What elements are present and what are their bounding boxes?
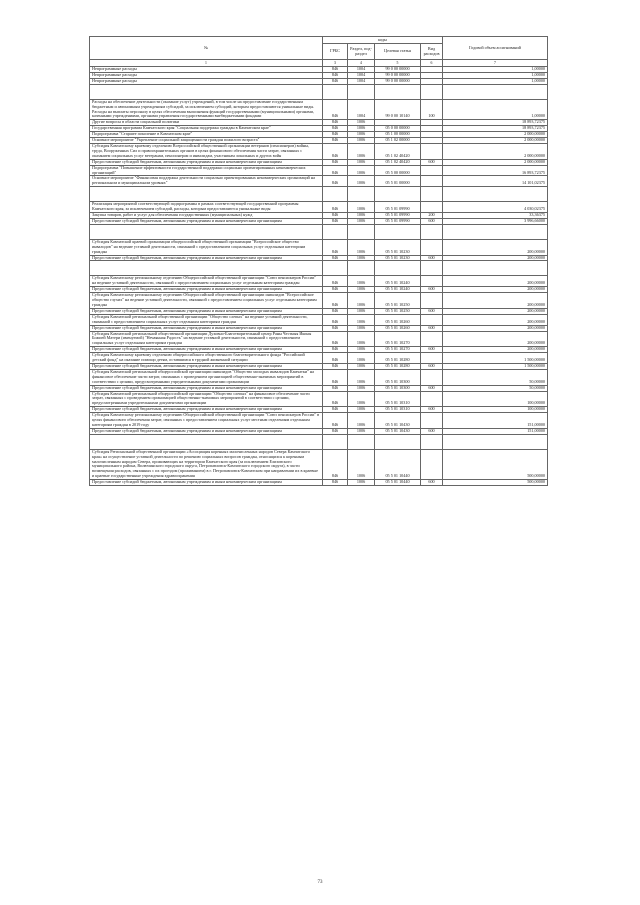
row-amount-cell: 200,00000 <box>443 276 548 287</box>
table-row <box>90 449 548 479</box>
row-section-cell: 1006 <box>348 314 375 325</box>
row-target-article-cell: 05 5 01 10250 <box>375 308 421 314</box>
row-section-cell: 1006 <box>348 413 375 429</box>
empty-cell <box>348 224 375 239</box>
header-csr: Целевая статья <box>375 44 421 60</box>
row-amount-cell: 3 996,66000 <box>443 218 548 224</box>
col-number: 6 <box>421 60 443 67</box>
row-name-cell: Подпрограмма "Повышение эффективности государственной поддержки социально ориентированных некоммерческих организаций" <box>90 165 323 176</box>
row-expense-type-cell <box>421 202 443 213</box>
empty-cell <box>421 434 443 449</box>
row-grbs-cell: 846 <box>323 72 348 78</box>
row-expense-type-cell: 600 <box>421 255 443 261</box>
row-name-cell: Реализация мероприятий соответствующей подпрограммы в рамках соответствующей государственной программы Камчатского края, за исключением субсидий, расходы, которым предоставляются уникальные виды <box>90 202 323 213</box>
row-amount-cell: 200,00000 <box>443 287 548 293</box>
empty-cell <box>443 84 548 99</box>
row-target-article-cell: 05 1 02 00000 <box>375 138 421 144</box>
row-section-cell: 1006 <box>348 287 375 293</box>
row-target-article-cell: 05 5 01 09990 <box>375 202 421 213</box>
header-rzpr: Раздел, под-раздел <box>348 44 375 60</box>
row-grbs-cell: 846 <box>323 347 348 353</box>
row-expense-type-cell: 600 <box>421 159 443 165</box>
row-expense-type-cell: 600 <box>421 325 443 331</box>
empty-cell <box>375 434 421 449</box>
row-target-article-cell: 05 5 01 10310 <box>375 407 421 413</box>
row-target-article-cell: 05 5 01 10230 <box>375 255 421 261</box>
row-target-article-cell: 05 5 01 10440 <box>375 480 421 486</box>
row-name-cell: Субсидия Камчатской краевой организации общероссийской общественной организации "Всероссийское общество инвалидов" на ведение уставной деятельности, связанной с предоставлением социальных услуг отдельным категориям граждан <box>90 239 323 255</box>
col-number: 7 <box>443 60 548 67</box>
row-expense-type-cell <box>421 413 443 429</box>
row-expense-type-cell: 600 <box>421 480 443 486</box>
row-amount-cell: 1,00000 <box>443 72 548 78</box>
table-row <box>90 202 548 213</box>
empty-cell <box>443 224 548 239</box>
row-amount-cell: 50,00000 <box>443 385 548 391</box>
empty-cell <box>421 84 443 99</box>
empty-cell <box>443 434 548 449</box>
table-row <box>90 165 548 176</box>
table-row <box>90 293 548 309</box>
row-name-cell: Предоставление субсидий бюджетным, автономным учреждениям и иным некоммерческим организациям <box>90 428 323 434</box>
row-grbs-cell: 846 <box>323 353 348 364</box>
row-expense-type-cell <box>421 276 443 287</box>
row-target-article-cell: 99 0 00 00000 <box>375 67 421 73</box>
row-expense-type-cell <box>421 391 443 407</box>
row-target-article-cell: 05 5 01 09990 <box>375 218 421 224</box>
empty-cell <box>421 187 443 202</box>
row-section-cell: 1006 <box>348 325 375 331</box>
row-grbs-cell: 846 <box>323 165 348 176</box>
row-target-article-cell: 05 5 01 10310 <box>375 391 421 407</box>
row-section-cell: 1006 <box>348 132 375 138</box>
empty-cell <box>375 261 421 276</box>
row-amount-cell: 100,00000 <box>443 407 548 413</box>
col-number: 1 <box>90 60 323 67</box>
row-section-cell: 1006 <box>348 385 375 391</box>
row-target-article-cell: 05 5 01 09990 <box>375 213 421 219</box>
row-target-article-cell: 05 5 01 10240 <box>375 276 421 287</box>
row-target-article-cell: 05 5 01 10280 <box>375 363 421 369</box>
row-section-cell: 1006 <box>348 159 375 165</box>
row-expense-type-cell <box>421 239 443 255</box>
row-grbs-cell: 846 <box>323 120 348 126</box>
row-name-cell: Предоставление субсидий бюджетным, автономным учреждениям и иным некоммерческим организациям <box>90 385 323 391</box>
row-grbs-cell: 846 <box>323 202 348 213</box>
row-grbs-cell: 846 <box>323 308 348 314</box>
row-name-cell: Расходы на обеспечение деятельности (оказание услуг) учреждений, в том числе на предоставление государственным бюджетным и автономным учреждениям субсидий, за исключением субсидий, которым предоставляются уникальные виды. Расходы на выплаты персоналу в целях обеспечения выполнения функций государственными (муниципальными) органами, казенными учреждениями, органами управления государственными внебюджетными фондами <box>90 99 323 120</box>
row-amount-cell: 200,00000 <box>443 308 548 314</box>
table-row <box>90 480 548 486</box>
table-row <box>90 276 548 287</box>
row-expense-type-cell <box>421 143 443 159</box>
row-section-cell: 1006 <box>348 165 375 176</box>
row-expense-type-cell <box>421 293 443 309</box>
row-target-article-cell: 05 5 01 10430 <box>375 413 421 429</box>
table-row <box>90 413 548 429</box>
row-expense-type-cell: 600 <box>421 218 443 224</box>
row-name-cell: Непрограммные расходы <box>90 78 323 84</box>
row-grbs-cell: 846 <box>323 407 348 413</box>
row-section-cell: 1006 <box>348 120 375 126</box>
spacer-row <box>90 261 548 276</box>
row-amount-cell: 18 893,72375 <box>443 126 548 132</box>
row-name-cell: Субсидия Камчатскому региональному отделению Общероссийской общественной организации "Союз пенсионеров России" в целях финансового обеспечения затрат, связанных с предоставлением социальных услуг местным отделениям отдельным категориям граждан в 2019 году <box>90 413 323 429</box>
row-expense-type-cell <box>421 314 443 325</box>
row-amount-cell: 1 500,00000 <box>443 353 548 364</box>
row-name-cell: Подпрограмма "Старшее поколение в Камчатском крае" <box>90 132 323 138</box>
row-section-cell: 1006 <box>348 202 375 213</box>
row-section-cell: 1006 <box>348 428 375 434</box>
row-target-article-cell: 05 5 01 10300 <box>375 385 421 391</box>
row-section-cell: 1006 <box>348 407 375 413</box>
row-amount-cell: 2 000,00000 <box>443 132 548 138</box>
empty-cell <box>421 224 443 239</box>
empty-cell <box>323 84 348 99</box>
row-target-article-cell: 05 5 01 10250 <box>375 293 421 309</box>
row-grbs-cell: 846 <box>323 293 348 309</box>
row-amount-cell: 200,00000 <box>443 255 548 261</box>
empty-cell <box>348 261 375 276</box>
row-expense-type-cell: 600 <box>421 308 443 314</box>
row-expense-type-cell: 600 <box>421 347 443 353</box>
empty-cell <box>348 434 375 449</box>
row-amount-cell: 200,00000 <box>443 331 548 347</box>
row-expense-type-cell <box>421 369 443 385</box>
row-amount-cell: 2 000,00000 <box>443 143 548 159</box>
row-amount-cell: 151,00000 <box>443 428 548 434</box>
row-expense-type-cell: 100 <box>421 99 443 120</box>
row-amount-cell: 18 893,72375 <box>443 120 548 126</box>
row-grbs-cell: 846 <box>323 176 348 187</box>
row-section-cell: 1006 <box>348 218 375 224</box>
spacer-row <box>90 224 548 239</box>
table-row <box>90 391 548 407</box>
empty-cell <box>375 224 421 239</box>
row-target-article-cell: 05 5 01 10260 <box>375 314 421 325</box>
row-amount-cell: 151,00000 <box>443 413 548 429</box>
row-grbs-cell: 846 <box>323 132 348 138</box>
row-target-article-cell: 05 5 00 00000 <box>375 165 421 176</box>
row-section-cell: 1006 <box>348 143 375 159</box>
row-name-cell: Закупка товаров, работ и услуг для обеспечения государственных (муниципальных) нужд <box>90 213 323 219</box>
row-name-cell: Предоставление субсидий бюджетным, автономным учреждениям и иным некоммерческим организациям <box>90 480 323 486</box>
row-target-article-cell: 05 5 01 10270 <box>375 331 421 347</box>
header-total: Годовой объем ассигнований <box>443 37 548 60</box>
row-target-article-cell: 05 5 01 10280 <box>375 353 421 364</box>
empty-cell <box>443 261 548 276</box>
row-grbs-cell: 846 <box>323 385 348 391</box>
empty-cell <box>421 261 443 276</box>
row-name-cell: Основное мероприятие "Укрепление социальной защищенности граждан пожилого возраста" <box>90 138 323 144</box>
table-header <box>90 37 548 67</box>
row-section-cell: 1006 <box>348 293 375 309</box>
row-name-cell: Предоставление субсидий бюджетным, автономным учреждениям и иным некоммерческим организациям <box>90 159 323 165</box>
row-grbs-cell: 846 <box>323 78 348 84</box>
row-grbs-cell: 846 <box>323 325 348 331</box>
spacer-row <box>90 187 548 202</box>
row-name-cell: Субсидия Региональной общественной организации «Ассоциация коренных малочисленных народов Севера Камчатского края» на осуществление уставной деятельности по решению социальных вопросов граждан, относящихся к коренным малочисленным народам Севера, проживающих на территории Камчатского края (за исключением Елизовского муниципального района, Вилючинского городского округа, Петропавловск-Камчатского городского округа), в части возмещения расходов, связанных с их проездом (проживанием) в г. Петропавловск-Камчатском при направлении их в краевые и краевые государственные учреждения здравоохранения <box>90 449 323 479</box>
row-target-article-cell: 05 5 01 00000 <box>375 176 421 187</box>
row-target-article-cell: 05 1 02 40420 <box>375 159 421 165</box>
col-number: 4 <box>348 60 375 67</box>
row-grbs-cell: 846 <box>323 99 348 120</box>
row-section-cell: 1006 <box>348 369 375 385</box>
row-name-cell: Непрограммные расходы <box>90 67 323 73</box>
row-grbs-cell: 846 <box>323 126 348 132</box>
row-name-cell: Предоставление субсидий бюджетным, автономным учреждениям и иным некоммерческим организациям <box>90 325 323 331</box>
row-name-cell: Субсидия Камчатскому региональному отделению Общероссийской общественной организации инвалидов "Всероссийское общество глухих" на ведение уставной деятельности, связанной с предоставлением социальных услуг отдельным категориям граждан <box>90 293 323 309</box>
row-section-cell: 1006 <box>348 239 375 255</box>
row-grbs-cell: 846 <box>323 369 348 385</box>
empty-cell <box>375 84 421 99</box>
row-target-article-cell: 05 1 02 40420 <box>375 143 421 159</box>
row-section-cell: 1006 <box>348 255 375 261</box>
row-section-cell: 1006 <box>348 213 375 219</box>
table-row <box>90 99 548 120</box>
row-section-cell: 1006 <box>348 138 375 144</box>
row-section-cell: 1006 <box>348 331 375 347</box>
row-expense-type-cell <box>421 449 443 479</box>
header-grbs: ГРБС <box>323 44 348 60</box>
row-section-cell: 1004 <box>348 72 375 78</box>
col-number: 5 <box>375 60 421 67</box>
row-amount-cell: 200,00000 <box>443 325 548 331</box>
row-section-cell: 1006 <box>348 176 375 187</box>
budget-table <box>89 36 548 486</box>
row-grbs-cell: 846 <box>323 239 348 255</box>
row-expense-type-cell: 600 <box>421 428 443 434</box>
row-amount-cell: 200,00000 <box>443 293 548 309</box>
header-num: № <box>90 37 323 60</box>
row-amount-cell: 1,00000 <box>443 78 548 84</box>
table-row <box>90 353 548 364</box>
empty-cell <box>90 187 323 202</box>
row-amount-cell: 200,00000 <box>443 314 548 325</box>
table-body <box>90 67 548 486</box>
empty-cell <box>323 261 348 276</box>
row-grbs-cell: 846 <box>323 428 348 434</box>
row-expense-type-cell: 600 <box>421 385 443 391</box>
row-grbs-cell: 846 <box>323 255 348 261</box>
row-section-cell: 1004 <box>348 78 375 84</box>
table-row <box>90 369 548 385</box>
row-amount-cell: 500,00000 <box>443 480 548 486</box>
row-name-cell: Непрограммные расходы <box>90 72 323 78</box>
row-grbs-cell: 846 <box>323 413 348 429</box>
empty-cell <box>348 187 375 202</box>
table-row <box>90 314 548 325</box>
empty-cell <box>90 224 323 239</box>
row-grbs-cell: 846 <box>323 143 348 159</box>
spacer-row <box>90 434 548 449</box>
empty-cell <box>443 187 548 202</box>
row-name-cell: Государственная программа Камчатского края "Социальная поддержка граждан в Камчатском крае" <box>90 126 323 132</box>
row-section-cell: 1006 <box>348 353 375 364</box>
row-amount-cell: 200,00000 <box>443 239 548 255</box>
row-section-cell: 1006 <box>348 347 375 353</box>
row-target-article-cell: 99 0 00 00000 <box>375 78 421 84</box>
row-amount-cell: 1,00000 <box>443 99 548 120</box>
row-expense-type-cell: 600 <box>421 407 443 413</box>
row-name-cell: Субсидия Камчатской региональной общероссийской организации "Общество слепых" на финансовое обеспечение части затрат, связанных с проведением организацией общественно-значимых мероприятий в соответствии с целями, предусмотренными учредительными документами организации <box>90 391 323 407</box>
row-name-cell: Основное мероприятие "Финансовая поддержка деятельности социально ориентированных некоммерческих организаций на региональном и муниципальном уровнях" <box>90 176 323 187</box>
row-section-cell: 1006 <box>348 391 375 407</box>
row-section-cell: 1006 <box>348 480 375 486</box>
row-name-cell: Субсидия Камчатскому краевому отделению Всероссийской общественной организации ветеранов (пенсионеров) войны, труда, Вооруженных Сил и правоохранительных органов в целях финансового обеспечения части затрат, связанных с оказанием социальных услуг ветеранам, пенсионерам и инвалидам, участникам локальных и других войн <box>90 143 323 159</box>
empty-cell <box>90 261 323 276</box>
row-expense-type-cell <box>421 176 443 187</box>
row-expense-type-cell: 200 <box>421 213 443 219</box>
empty-cell <box>348 84 375 99</box>
row-name-cell: Другие вопросы в области социальной политики <box>90 120 323 126</box>
row-name-cell: Предоставление субсидий бюджетным, автономным учреждениям и иным некоммерческим организациям <box>90 308 323 314</box>
row-section-cell: 1006 <box>348 276 375 287</box>
header-codes: коды <box>323 37 443 44</box>
empty-cell <box>90 434 323 449</box>
row-grbs-cell: 846 <box>323 391 348 407</box>
row-target-article-cell: 05 5 01 10260 <box>375 325 421 331</box>
row-target-article-cell: 99 0 00 10140 <box>375 99 421 120</box>
row-amount-cell: 14 101,02375 <box>443 176 548 187</box>
row-target-article-cell: 05 0 00 00000 <box>375 126 421 132</box>
row-section-cell: 1004 <box>348 99 375 120</box>
table-row <box>90 239 548 255</box>
row-expense-type-cell: 600 <box>421 287 443 293</box>
row-amount-cell: 1,00000 <box>443 67 548 73</box>
row-name-cell: Предоставление субсидий бюджетным, автономным учреждениям и иным некоммерческим организациям <box>90 363 323 369</box>
row-target-article-cell: 05 5 01 10240 <box>375 287 421 293</box>
row-grbs-cell: 846 <box>323 218 348 224</box>
row-expense-type-cell <box>421 331 443 347</box>
row-target-article-cell: 05 5 01 10430 <box>375 428 421 434</box>
row-amount-cell: 200,00000 <box>443 347 548 353</box>
row-grbs-cell: 846 <box>323 138 348 144</box>
row-name-cell: Предоставление субсидий бюджетным, автономным учреждениям и иным некоммерческим организациям <box>90 287 323 293</box>
table-row <box>90 143 548 159</box>
table-row <box>90 176 548 187</box>
row-grbs-cell: 846 <box>323 287 348 293</box>
row-section-cell: 1006 <box>348 308 375 314</box>
row-target-article-cell: 05 5 01 10270 <box>375 347 421 353</box>
row-name-cell: Субсидия Камчатскому краевому отделению общероссийского общественного благотворительного фонда "Российский детский фонд" на оказание помощи детям, оставшимся в трудной жизненной ситуации <box>90 353 323 364</box>
row-amount-cell: 16 893,72375 <box>443 165 548 176</box>
row-name-cell: Предоставление субсидий бюджетным, автономным учреждениям и иным некоммерческим организациям <box>90 347 323 353</box>
row-amount-cell: 1 500,00000 <box>443 363 548 369</box>
row-target-article-cell: 05 5 01 10440 <box>375 449 421 479</box>
row-name-cell: Предоставление субсидий бюджетным, автономным учреждениям и иным некоммерческим организациям <box>90 407 323 413</box>
spacer-row <box>90 84 548 99</box>
row-name-cell: Субсидия Камчатской региональной общественной организации "Общество слепых" на ведение уставной деятельности, связанной с предоставлением социальных услуг отдельным категориям граждан <box>90 314 323 325</box>
empty-cell <box>323 434 348 449</box>
row-amount-cell: 2 000,00000 <box>443 159 548 165</box>
budget-table-page <box>89 36 547 486</box>
row-grbs-cell: 846 <box>323 480 348 486</box>
row-section-cell: 1006 <box>348 126 375 132</box>
row-name-cell: Предоставление субсидий бюджетным, автономным учреждениям и иным некоммерческим организациям <box>90 255 323 261</box>
row-name-cell: Субсидия Камчатскому региональному отделению Общероссийской общественной организации "Союз пенсионеров России" на ведение уставной деятельности, связанной с предоставлением социальных услуг отдельным категориям граждан <box>90 276 323 287</box>
row-amount-cell: 4 030,02375 <box>443 202 548 213</box>
header-vr: Вид расходов <box>421 44 443 60</box>
row-section-cell: 1006 <box>348 449 375 479</box>
empty-cell <box>375 187 421 202</box>
row-section-cell: 1006 <box>348 363 375 369</box>
page-number: 73 <box>317 880 323 885</box>
row-expense-type-cell: 600 <box>421 363 443 369</box>
row-grbs-cell: 846 <box>323 159 348 165</box>
row-section-cell: 1004 <box>348 67 375 73</box>
row-amount-cell: 500,00000 <box>443 449 548 479</box>
row-grbs-cell: 846 <box>323 213 348 219</box>
row-name-cell: Предоставление субсидий бюджетным, автономным учреждениям и иным некоммерческим организациям <box>90 218 323 224</box>
col-number: 3 <box>323 60 348 67</box>
row-expense-type-cell <box>421 353 443 364</box>
row-target-article-cell: 05 5 01 10300 <box>375 369 421 385</box>
row-grbs-cell: 846 <box>323 276 348 287</box>
table-row <box>90 331 548 347</box>
row-amount-cell: 33,36375 <box>443 213 548 219</box>
row-grbs-cell: 846 <box>323 449 348 479</box>
row-grbs-cell: 846 <box>323 67 348 73</box>
row-amount-cell: 2 000,00000 <box>443 138 548 144</box>
row-target-article-cell: 99 0 00 00000 <box>375 72 421 78</box>
row-name-cell: Субсидия Камчатской региональной общественной организации Духовно-Благотворительный центр Раны Честныя Иконы Божией Матери (именуемой) "Нечаянная Радость" на ведение уставной деятельности, связанной с предоставлением социальных услуг отдельным категориям граждан <box>90 331 323 347</box>
empty-cell <box>90 84 323 99</box>
row-grbs-cell: 846 <box>323 331 348 347</box>
row-name-cell: Субсидия Камчатской региональной общероссийской организации инвалидов "Общество молодых инвалидов Камчатки" на финансовое обеспечение части затрат, связанных с проведением организацией общественно-значимых мероприятий в соответствии с целями, предусмотренными учредительными документами организации <box>90 369 323 385</box>
row-grbs-cell: 846 <box>323 363 348 369</box>
row-grbs-cell: 846 <box>323 314 348 325</box>
row-amount-cell: 50,00000 <box>443 369 548 385</box>
row-target-article-cell: 05 5 01 10230 <box>375 239 421 255</box>
row-amount-cell: 100,00000 <box>443 391 548 407</box>
row-target-article-cell: 05 1 00 00000 <box>375 132 421 138</box>
empty-cell <box>323 187 348 202</box>
empty-cell <box>323 224 348 239</box>
row-expense-type-cell <box>421 165 443 176</box>
